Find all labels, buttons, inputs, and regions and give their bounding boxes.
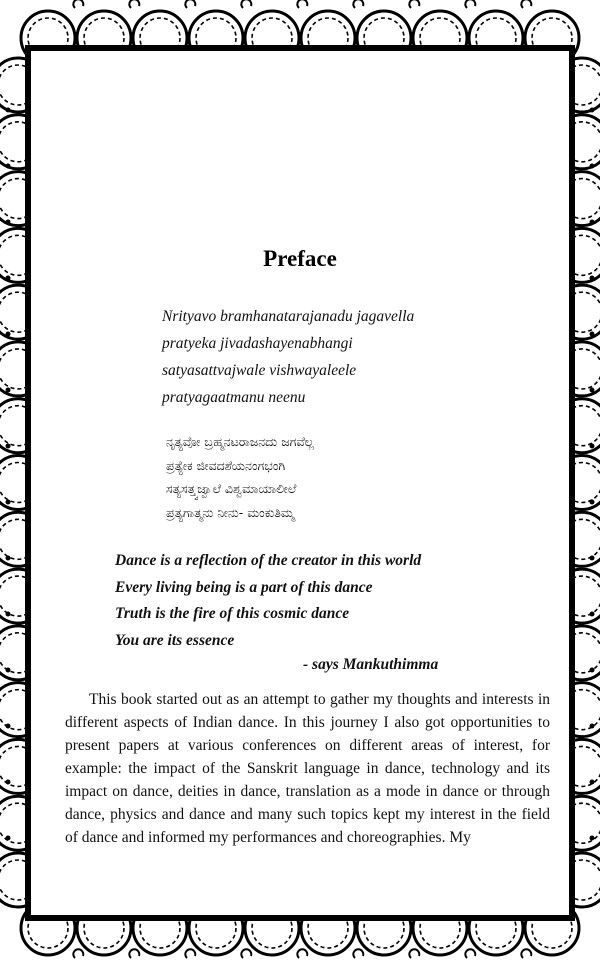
dot-ornament — [590, 556, 595, 561]
swirl-ornament — [297, 949, 307, 958]
page-title: Preface — [263, 246, 337, 271]
verse-line: Nrityavo bramhanatarajanadu jagavella — [162, 308, 415, 325]
verse-line: pratyeka jivadashayenabhangi — [162, 335, 353, 352]
dot-ornament — [590, 332, 595, 337]
dot-ornament — [6, 500, 11, 505]
verse-english-translation — [115, 548, 421, 654]
body-paragraph: This book started out as an attempt to gather my thoughts and interests in different aspects of Indian dance. In this journey I also got opportunities to present papers at various conferences on different areas of interest, for example: the impact of the Sanskrit language in dance, technology and its impact on dance, deities in dance, translation as a mode in dance or through dance, physics and dance and many such topics kept my interest in the field of dance and informed my performances and choreographies. My — [65, 691, 550, 846]
dot-ornament — [590, 612, 595, 617]
swirl-ornament — [129, 0, 139, 8]
swirl-ornament — [353, 0, 363, 8]
swirl-ornament — [241, 949, 251, 958]
swirl-ornament — [129, 949, 139, 958]
dot-ornament — [6, 556, 11, 561]
dot-ornament — [6, 836, 11, 841]
verse-line: ನೃತ್ಯವೋ ಬ್ರಹ್ಮನಟರಾಜನದು ಜಗವೆಲ್ಲ — [166, 434, 315, 449]
dot-ornament — [590, 444, 595, 449]
preface-page — [40, 50, 560, 916]
dot-ornament — [590, 108, 595, 113]
dot-ornament — [6, 780, 11, 785]
dot-ornament — [590, 220, 595, 225]
swirl-ornament — [73, 949, 83, 958]
dot-ornament — [590, 500, 595, 505]
dot-ornament — [6, 724, 11, 729]
dot-ornament — [6, 276, 11, 281]
verse-line: ಪ್ರತ್ಯಗಾತ್ಮನು ನೀನು- ಮಂಕುತಿಮ್ಮ — [166, 504, 295, 520]
verse-line: satyasattvajwale vishwayaleele — [162, 362, 357, 379]
dot-ornament — [6, 668, 11, 673]
verse-line: pratyagaatmanu neenu — [162, 389, 306, 406]
dot-ornament — [6, 444, 11, 449]
verse-transliteration — [162, 303, 414, 411]
swirl-ornament — [73, 0, 83, 8]
dot-ornament — [590, 668, 595, 673]
dot-ornament — [590, 724, 595, 729]
swirl-ornament — [297, 0, 307, 8]
swirl-ornament — [465, 949, 475, 958]
verse-line: You are its essence — [115, 631, 235, 649]
dot-ornament — [590, 836, 595, 841]
verse-line: ಪ್ರತ್ಯೇಕ ಜೀವದಶೆಯನಂಗಭಂಗಿ — [166, 457, 286, 473]
swirl-ornament — [465, 0, 475, 8]
dot-ornament — [6, 108, 11, 113]
swirl-ornament — [353, 949, 363, 958]
swirl-ornament — [241, 0, 251, 8]
dot-ornament — [6, 612, 11, 617]
swirl-ornament — [521, 949, 531, 958]
swirl-ornament — [185, 0, 195, 8]
verse-kannada — [166, 430, 314, 524]
dot-ornament — [590, 164, 595, 169]
dot-ornament — [6, 164, 11, 169]
swirl-ornament — [185, 949, 195, 958]
dot-ornament — [6, 388, 11, 393]
dot-ornament — [590, 780, 595, 785]
verse-attribution: - says Mankuthimma — [303, 656, 439, 673]
dot-ornament — [590, 388, 595, 393]
verse-line: ಸತ್ಯಸತ್ತ್ವಜ್ವಾಲೆ ವಿಶ್ವಮಾಯಾಲೀಲೆ — [166, 481, 297, 496]
dot-ornament — [6, 332, 11, 337]
verse-line: Dance is a reflection of the creator in this world — [115, 552, 422, 569]
swirl-ornament — [409, 0, 419, 8]
swirl-ornament — [409, 949, 419, 958]
dot-ornament — [6, 220, 11, 225]
swirl-ornament — [521, 0, 531, 8]
dot-ornament — [590, 276, 595, 281]
verse-line: Every living being is a part of this dance — [115, 578, 373, 596]
verse-line: Truth is the fire of this cosmic dance — [115, 605, 350, 622]
